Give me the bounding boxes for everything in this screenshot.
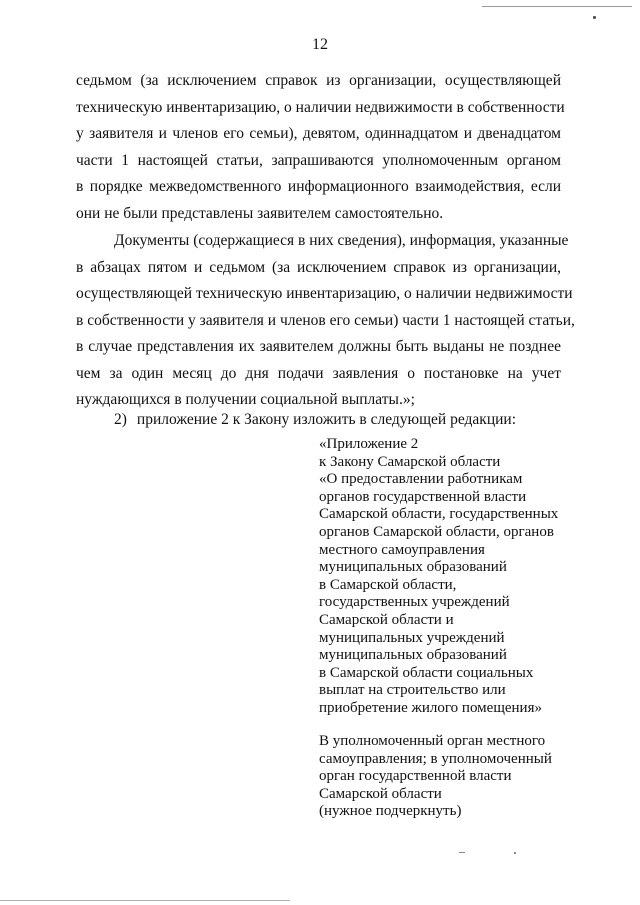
text-line: седьмом (за исключением справок из организации, осуществляющей: [76, 72, 561, 89]
top-rule: [482, 6, 632, 7]
text-line: Документы (содержащиеся в них сведения), информация, указанные: [114, 232, 569, 249]
list-item-number: 2): [114, 411, 127, 428]
addressee-line: (нужное подчеркнуть): [319, 803, 462, 820]
appendix-line: Самарской области, государственных: [319, 506, 559, 523]
paragraph-documents: [76, 228, 575, 414]
appendix-line: местного самоуправления: [319, 541, 485, 558]
text-line: части 1 настоящей статьи, запрашиваются уполномоченным органом: [76, 151, 561, 169]
text-line: они не были представлены заявителем самостоятельно.: [76, 204, 444, 222]
appendix-line: к Закону Самарской области: [319, 453, 501, 470]
appendix-line: Самарской области и: [319, 611, 454, 628]
appendix-line: «О предоставлении работникам: [319, 471, 523, 488]
addressee-line: орган государственной власти: [319, 768, 512, 785]
appendix-line: муниципальных учреждений: [319, 629, 505, 646]
text-line: осуществляющей техническую инвентаризацию, о наличии недвижимости: [76, 285, 573, 302]
text-line: в собственности у заявителя и членов его семьи) части 1 настоящей статьи,: [76, 311, 575, 329]
addressee-block: [319, 733, 552, 821]
text-line: в абзацах пятом и седьмом (за исключением справок из организации,: [76, 258, 561, 276]
top-mark: [593, 16, 596, 19]
bottom-rule: [0, 900, 290, 901]
list-item-text: приложение 2 к Закону изложить в следующей редакции:: [136, 411, 517, 428]
scan-mark: [514, 852, 516, 854]
list-item-2: [114, 407, 516, 434]
text-line: в порядке межведомственного информационного взаимодействия, если: [76, 178, 561, 195]
text-line: чем за один месяц до дня подачи заявления о постановке на учет: [76, 364, 561, 382]
appendix-line: выплат на строительство или: [319, 682, 506, 699]
appendix-line: в Самарской области,: [319, 576, 457, 593]
appendix-line: в Самарской области социальных: [319, 664, 534, 681]
appendix-header: [319, 436, 558, 718]
appendix-line: органов государственной власти: [319, 488, 527, 505]
page-number: 12: [312, 36, 328, 53]
appendix-line: муниципальных образований: [319, 647, 507, 664]
appendix-line: органов Самарской области, органов: [319, 523, 554, 540]
text-line: у заявителя и членов его семьи), девятом, одиннадцатом и двенадцатом: [76, 125, 561, 142]
text-line: в случае представления их заявителем должны быть выданы не позднее: [76, 338, 561, 355]
appendix-line: муниципальных образований: [319, 559, 507, 576]
addressee-line: Самарской области: [319, 785, 442, 802]
paragraph-continuation: [76, 68, 565, 227]
addressee-line: самоуправления; в уполномоченный: [319, 750, 552, 767]
scan-mark: [459, 852, 465, 853]
appendix-line: «Приложение 2: [319, 436, 419, 452]
text-line: нуждающихся в получении социальной выплаты.»;: [76, 391, 415, 408]
addressee-line: В уполномоченный орган местного: [319, 733, 546, 749]
text-line: техническую инвентаризацию, о наличии недвижимости в собственности: [76, 98, 565, 116]
appendix-line: приобретение жилого помещения»: [319, 699, 542, 716]
appendix-line: государственных учреждений: [319, 594, 510, 611]
